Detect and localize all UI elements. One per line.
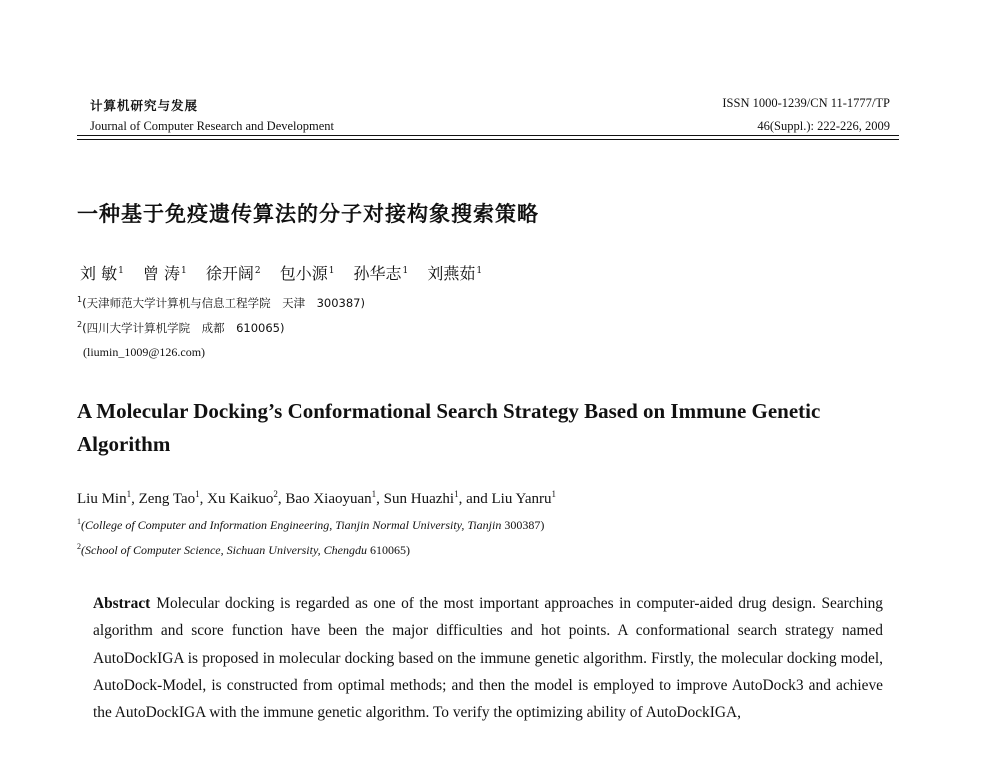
abstract-label: Abstract xyxy=(93,595,151,612)
journal-name-cn: 计算机研究与发展 xyxy=(90,98,199,113)
abstract xyxy=(93,590,883,726)
header-rule-thin xyxy=(77,139,899,140)
author-en: Zeng Tao$^1$ xyxy=(138,489,200,507)
author-cn: 徐开阔$^2$ xyxy=(205,264,261,283)
author-cn: 曾 涛$^1$ xyxy=(142,264,187,283)
header-rule-thick xyxy=(77,135,899,136)
affiliation-cn-2: $^2$(四川大学计算机学院 成都 610065) xyxy=(77,320,285,335)
issn: ISSN 1000-1239/CN 11-1777/TP xyxy=(722,96,890,110)
author-cn: 包小源$^1$ xyxy=(279,264,335,283)
journal-name-en: Journal of Computer Research and Development xyxy=(90,119,335,133)
affiliation-en-1: $^1$(College of Computer and Information Engineering, Tianjin Normal University, Tianjin 300387) xyxy=(77,517,545,532)
abstract-text: Molecular docking is regarded as one of the most important approaches in computer-aided drug design. Searching algorithm and score function have been the major difficulties and hot points. A conformational search strategy named AutoDockIGA is proposed in molecular docking based on the immune genetic algorithm. Firstly, the molecular docking model, AutoDock-Model, is constructed from optimal methods; and then the model is employed to improve AutoDock3 and achieve the AutoDockIGA with the immune genetic algorithm. To verify the optimizing ability of AutoDockIGA, xyxy=(93,595,883,722)
title-en: A Molecular Docking’s Conformational Search Strategy Based on Immune Genetic Algorithm xyxy=(77,399,821,456)
author-en: Bao Xiaoyuan$^1$ xyxy=(285,489,377,507)
author-en: Liu Yanru$^1$ xyxy=(491,489,557,507)
title-cn: 一种基于免疫遗传算法的分子对接构象搜索策略 xyxy=(77,202,539,226)
volume-pages: 46(Suppl.): 222-226, 2009 xyxy=(757,119,890,133)
author-cn: 刘 敏$^1$ xyxy=(80,264,124,283)
author-en: Xu Kaikuo$^2$ xyxy=(207,489,278,507)
authors-en: Liu Min$^1$, Zeng Tao$^1$, Xu Kaikuo$^2$, Bao Xiaoyuan$^1$, Sun Huazhi$^1$, and Liu Yanru$^1$ xyxy=(77,489,557,507)
author-en: Sun Huazhi$^1$ xyxy=(383,489,459,507)
author-cn: 刘燕茹$^1$ xyxy=(427,264,483,283)
authors-cn xyxy=(80,261,496,284)
author-email: (liumin_1009@126.com) xyxy=(83,345,206,359)
affiliation-en-2: $^2$(School of Computer Science, Sichuan University, Chengdu 610065) xyxy=(77,542,410,557)
author-en: Liu Min$^1$ xyxy=(77,489,132,507)
author-cn: 孙华志$^1$ xyxy=(353,264,409,283)
affiliation-cn-1: $^1$(天津师范大学计算机与信息工程学院 天津 300387) xyxy=(77,295,365,310)
